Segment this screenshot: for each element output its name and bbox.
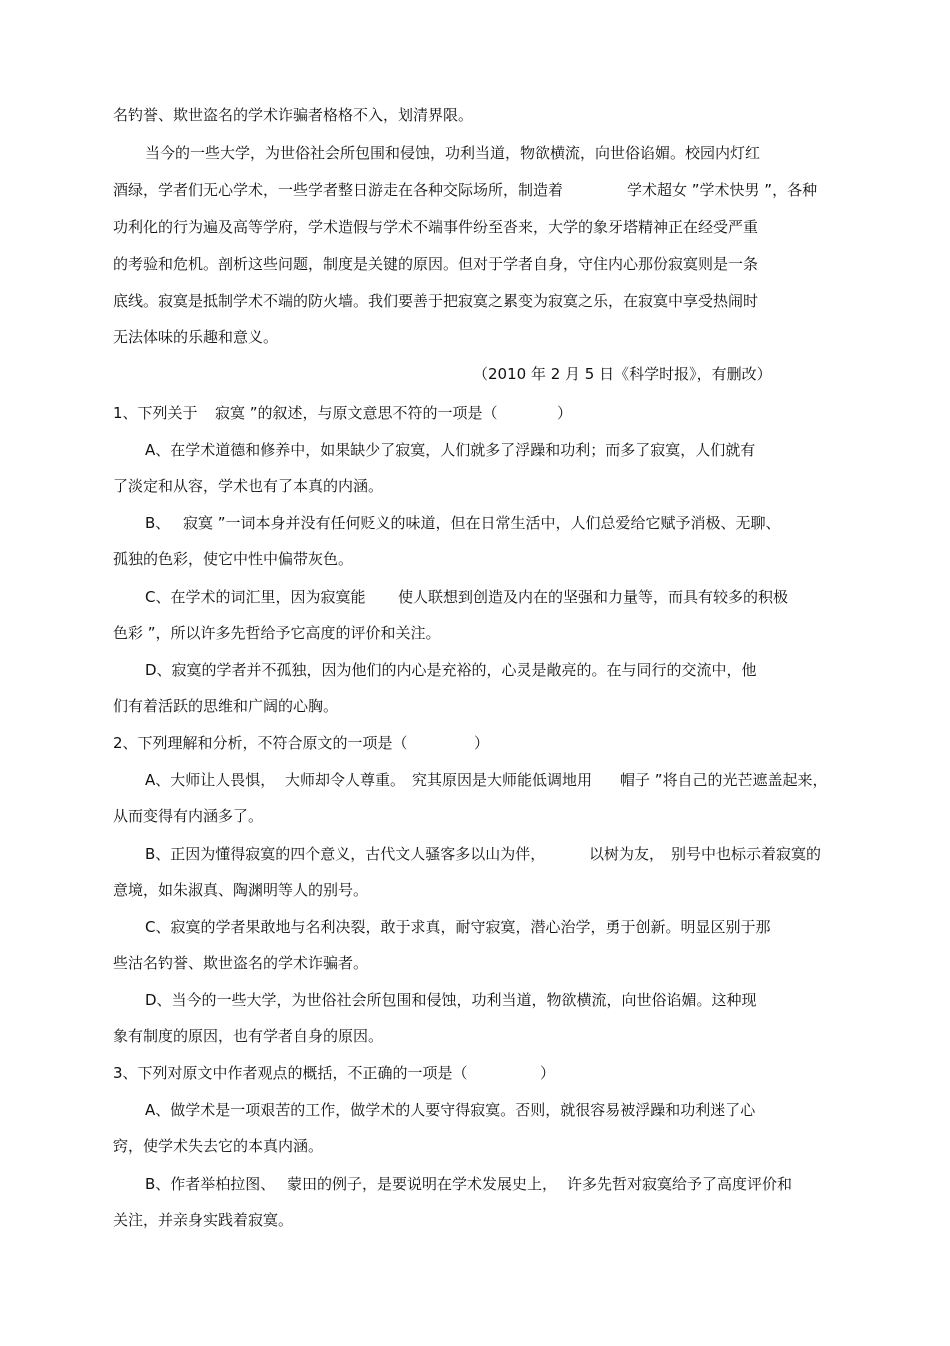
question-2-option-a: A、大师让人畏惧， [145,771,276,789]
question-2-option-c: 些沽名钓誉、欺世盗名的学术诈骗者。 [113,954,369,972]
question-1-option-b: 孤独的色彩，使它中性中偏带灰色。 [113,550,354,568]
question-1-option-b: B、 [145,514,171,532]
question-1-option-c: C、在学术的词汇里，因为寂寞能 [145,588,366,606]
question-1-option-a: 了淡定和从容，学术也有了本真的内涵。 [113,477,384,495]
question-2-option-b: B、正因为懂得寂寞的四个意义，古代文人骚客多以山为伴， [145,845,546,863]
question-3-option-a: A、做学术是一项艰苦的工作，做学术的人要守得寂寞。否则，就很容易被浮躁和功利迷了心 [145,1101,756,1119]
question-3-option-b: 关注，并亲身实践着寂寞。 [113,1211,294,1229]
question-1-stem: 1、下列关于 [113,404,198,422]
question-2-bracket: ） [474,734,490,752]
question-3-option-b: 许多先哲对寂寞给予了高度评价和 [567,1175,793,1193]
question-2-option-d: 象有制度的原因，也有学者自身的原因。 [113,1027,384,1045]
question-2-option-b: 别号中也标示着寂寞的 [671,845,822,863]
question-2-option-c: C、寂寞的学者果敢地与名利决裂，敢于求真，耐守寂寞，潜心治学，勇于创新。明显区别于那 [145,918,771,936]
question-2-option-a: 帽子 ”将自己的光芒遮盖起来， [620,771,828,789]
question-2-option-b: 以树为友， [589,845,665,863]
question-3-option-b: B、作者举柏拉图、 [145,1175,276,1193]
text-line: 无法体味的乐趣和意义。 [113,328,279,346]
question-3-option-b: 蒙田的例子，是要说明在学术发展史上， [287,1175,558,1193]
text-line: 学术超女 ”学术快男 ”，各种 [627,181,818,199]
question-3-stem: 3、下列对原文中作者观点的概括，不正确的一项是（ [113,1064,468,1082]
text-line: 功利化的行为遍及高等学府，学术造假与学术不端事件纷至沓来，大学的象牙塔精神正在经受严重 [113,218,759,236]
text-line: 酒绿，学者们无心学术，一些学者整日游走在各种交际场所，制造着 [113,181,564,199]
question-1-option-b: 寂寞 ”一词本身并没有任何贬义的味道，但在日常生活中，人们总爱给它赋予消极、无聊、 [183,514,781,532]
question-1-option-d: D、寂寞的学者并不孤独，因为他们的内心是充裕的，心灵是敞亮的。在与同行的交流中，他 [145,661,757,679]
source-citation: （2010 年 2 月 5 日《科学时报》，有删改） [473,365,772,383]
question-3-option-a: 窍，使学术失去它的本真内涵。 [113,1137,324,1155]
question-3-bracket: ） [540,1064,556,1082]
question-1-option-c: 色彩 ”，所以许多先哲给予它高度的评价和关注。 [113,624,441,642]
question-2-option-a: 大师却令人尊重。 [285,771,406,789]
question-2-stem: 2、下列理解和分析，不符合原文的一项是（ [113,734,408,752]
question-2-option-d: D、当今的一些大学，为世俗社会所包围和侵蚀，功利当道，物欲横流，向世俗谄媚。这种现 [145,991,757,1009]
question-1-bracket: ） [557,404,573,422]
text-line: 当今的一些大学，为世俗社会所包围和侵蚀，功利当道，物欲横流，向世俗谄媚。校园内灯红 [145,144,761,162]
question-2-option-a: 究其原因是大师能低调地用 [412,771,593,789]
question-2-option-b: 意境，如朱淑真、陶渊明等人的别号。 [113,881,369,899]
question-1-stem: 寂寞 ”的叙述，与原文意思不符的一项是（ [215,404,498,422]
text-line: 底线。寂寞是抵制学术不端的防火墙。我们要善于把寂寞之累变为寂寞之乐，在寂寞中享受热闹时 [113,292,759,310]
question-1-option-d: 们有着活跃的思维和广阔的心胸。 [113,697,339,715]
question-1-option-a: A、在学术道德和修养中，如果缺少了寂寞，人们就多了浮躁和功利；而多了寂寞，人们就有 [145,441,756,459]
question-1-option-c: 使人联想到创造及内在的坚强和力量等，而具有较多的积极 [398,588,789,606]
text-line: 名钓誉、欺世盗名的学术诈骗者格格不入，划清界限。 [113,106,474,124]
text-line: 的考验和危机。剖析这些问题，制度是关键的原因。但对于学者自身，守住内心那份寂寞则是一条 [113,255,759,273]
question-2-option-a: 从而变得有内涵多了。 [113,807,264,825]
